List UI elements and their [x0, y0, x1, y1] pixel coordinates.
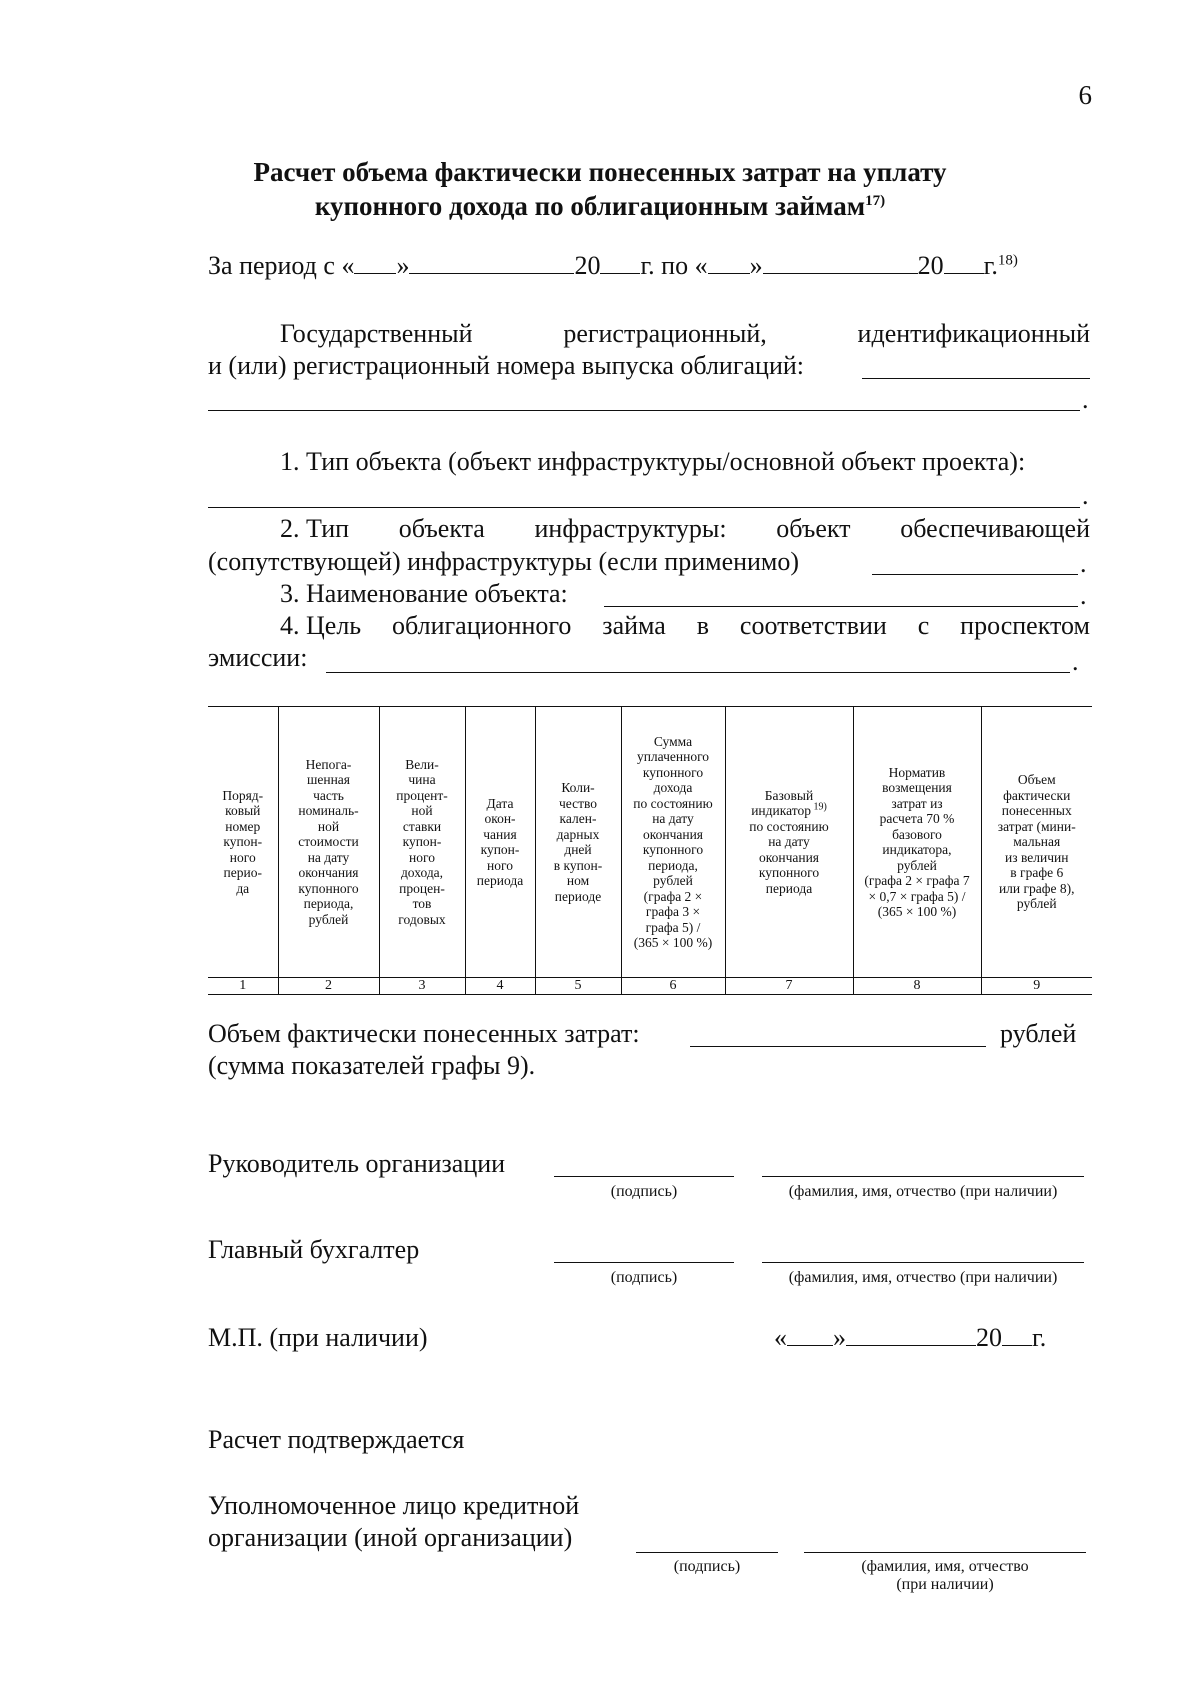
- total-label: Объем фактически понесенных затрат:: [208, 1019, 640, 1048]
- date-month-field[interactable]: [846, 1323, 976, 1346]
- table-column-number: 9: [981, 978, 1092, 995]
- title-line-1: Расчет объема фактически понесенных затрат на уплату: [253, 157, 947, 187]
- period-line: [208, 250, 1018, 282]
- table-column-number: 3: [379, 978, 465, 995]
- table-number-row: [208, 978, 1092, 995]
- item-1-period-mark: .: [1082, 481, 1089, 510]
- period-prefix: За период с «: [208, 251, 355, 280]
- item-4-word-3: займа: [602, 611, 666, 640]
- period-year-to-field[interactable]: [944, 251, 984, 274]
- item-4-word-4: в: [696, 611, 710, 640]
- calculation-table: [208, 706, 1092, 995]
- item-4-line-1: [280, 610, 1090, 642]
- period-year-from-field[interactable]: [600, 251, 640, 274]
- table-header-cell-text: Базовый индикатор $^{19)}$ по состоянию на дату окончания купонного периода: [749, 787, 829, 896]
- table-column-number: 7: [725, 978, 853, 995]
- table-column-number: 8: [853, 978, 981, 995]
- period-year-from: 20: [574, 251, 601, 280]
- item-4-word-5: соответствии: [739, 611, 887, 640]
- confirm-label: Расчет подтверждается: [208, 1425, 465, 1454]
- date-line: [774, 1322, 1046, 1354]
- accountant-name-caption: (фамилия, имя, отчество (при наличии): [788, 1269, 1058, 1286]
- item-2-field[interactable]: [872, 574, 1078, 575]
- table-header-cell: Объем фактически понесенных затрат (мини- мальная из величин в графе 6 или графе 8), рублей: [981, 707, 1092, 978]
- item-3-field[interactable]: [604, 606, 1078, 607]
- head-label: Руководитель организации: [208, 1149, 506, 1178]
- registration-number-field[interactable]: [862, 378, 1090, 379]
- period-day-from-field[interactable]: [354, 251, 396, 274]
- item-4-word-2: облигационного: [392, 611, 572, 640]
- item-4-field[interactable]: [326, 672, 1070, 673]
- table-header-footnote: 19): [810, 801, 827, 813]
- table-column-number: 5: [535, 978, 621, 995]
- period-footnote: 18): [997, 252, 1018, 269]
- registration-line-2: и (или) регистрационный номера выпуска облигаций:: [208, 351, 805, 380]
- item-2-line-2: (сопутствующей) инфраструктуры (если применимо): [208, 547, 800, 576]
- date-open-quote: «: [774, 1323, 787, 1352]
- accountant-label: Главный бухгалтер: [208, 1235, 420, 1264]
- table-header-cell: Вели- чина процент- ной ставки купон- ного дохода, процен- тов годовых: [379, 707, 465, 978]
- page-number: 6: [1078, 80, 1092, 110]
- item-4-word-7: проспектом: [960, 611, 1090, 640]
- table-header-cell: Сумма уплаченного купонного дохода по состоянию на дату окончания купонного периода, рублей (графа 2 × графа 3 × графа 5) / (365 × 100 %): [621, 707, 725, 978]
- table-column-number: 6: [621, 978, 725, 995]
- item-2-period-mark: .: [1080, 549, 1087, 578]
- head-signature-field[interactable]: [554, 1176, 734, 1177]
- table-header-cell: Норматив возмещения затрат из расчета 70 % базового индикатора, рублей (графа 2 × графа 7 × 0,7 × графа 5) / (365 × 100 %): [853, 707, 981, 978]
- authorized-label-line-1: Уполномоченное лицо кредитной: [208, 1491, 580, 1520]
- authorized-name-field[interactable]: [804, 1552, 1086, 1553]
- authorized-name-caption-line-2: (при наличии): [896, 1576, 994, 1593]
- item-4-word-6: с: [917, 611, 930, 640]
- item-2-word-2: объекта: [398, 514, 485, 543]
- table-header-row: [208, 707, 1092, 978]
- authorized-label-line-2: организации (иной организации): [208, 1523, 573, 1552]
- authorized-name-caption: [804, 1558, 1086, 1594]
- registration-line-1: [280, 318, 1090, 350]
- registration-period-mark: .: [1082, 385, 1089, 414]
- total-unit: рублей: [1000, 1019, 1077, 1048]
- table-header-cell-base-indicator: [725, 707, 853, 978]
- item-2-line-1: [280, 513, 1090, 545]
- period-month-to-field[interactable]: [763, 251, 918, 274]
- date-day-field[interactable]: [787, 1323, 833, 1346]
- table-column-number: 2: [278, 978, 379, 995]
- head-signature-caption: (подпись): [610, 1183, 678, 1200]
- total-amount-field[interactable]: [690, 1046, 986, 1047]
- accountant-name-field[interactable]: [762, 1262, 1084, 1263]
- date-close-quote: »: [833, 1323, 846, 1352]
- registration-word-2: регистрационный,: [563, 319, 767, 348]
- item-1-field[interactable]: [208, 507, 1080, 508]
- item-4-line-2: эмиссии:: [208, 643, 308, 672]
- period-month-from-field[interactable]: [409, 251, 574, 274]
- period-quote-2: »: [749, 251, 763, 280]
- registration-number-field-continued[interactable]: [208, 410, 1080, 411]
- accountant-signature-field[interactable]: [554, 1262, 734, 1263]
- item-1-label: 1. Тип объекта (объект инфраструктуры/основной объект проекта):: [280, 447, 1026, 476]
- item-4-word-1: 4. Цель: [280, 611, 362, 640]
- item-2-word-1: 2. Тип: [280, 514, 350, 543]
- date-year-prefix: 20: [976, 1323, 1002, 1352]
- head-name-caption: (фамилия, имя, отчество (при наличии): [788, 1183, 1058, 1200]
- period-mid: г. по «: [640, 251, 708, 280]
- item-2-word-5: обеспечивающей: [900, 514, 1090, 543]
- title-line-2: [0, 189, 1200, 223]
- authorized-signature-caption: (подпись): [673, 1558, 741, 1575]
- date-year-field[interactable]: [1002, 1323, 1032, 1346]
- item-3-label: 3. Наименование объекта:: [280, 579, 568, 608]
- table-header-cell: Непога- шенная часть номиналь- ной стоимости на дату окончания купонного периода, рублей: [278, 707, 379, 978]
- title-footnote: 17): [865, 193, 886, 209]
- table-header-cell: Коли- чество кален- дарных дней в купон- ном периоде: [535, 707, 621, 978]
- page-title: [0, 155, 1200, 223]
- period-day-to-field[interactable]: [708, 251, 750, 274]
- table-header-cell: Дата окон- чания купон- ного периода: [465, 707, 535, 978]
- authorized-signature-field[interactable]: [636, 1552, 778, 1553]
- table-column-number: 1: [208, 978, 278, 995]
- date-year-suffix: г.: [1032, 1323, 1047, 1352]
- registration-word-3: идентификационный: [857, 319, 1090, 348]
- period-year-to: 20: [917, 251, 944, 280]
- item-2-word-4: объект: [776, 514, 851, 543]
- authorized-name-caption-line-1: (фамилия, имя, отчество: [861, 1558, 1029, 1575]
- item-4-period-mark: .: [1072, 647, 1079, 676]
- title-line-2-text: купонного дохода по облигационным займам: [314, 191, 866, 221]
- total-note: (сумма показателей графы 9).: [208, 1051, 536, 1080]
- head-name-field[interactable]: [762, 1176, 1084, 1177]
- table-column-number: 4: [465, 978, 535, 995]
- period-suffix: г.: [983, 251, 998, 280]
- item-2-word-3: инфраструктуры:: [534, 514, 727, 543]
- registration-word-1: Государственный: [280, 319, 473, 348]
- accountant-signature-caption: (подпись): [610, 1269, 678, 1286]
- period-quote-1: »: [396, 251, 410, 280]
- item-3-period-mark: .: [1080, 581, 1087, 610]
- seal-label: М.П. (при наличии): [208, 1323, 428, 1352]
- table-header-cell: Поряд- ковый номер купон- ного перио- да: [208, 707, 278, 978]
